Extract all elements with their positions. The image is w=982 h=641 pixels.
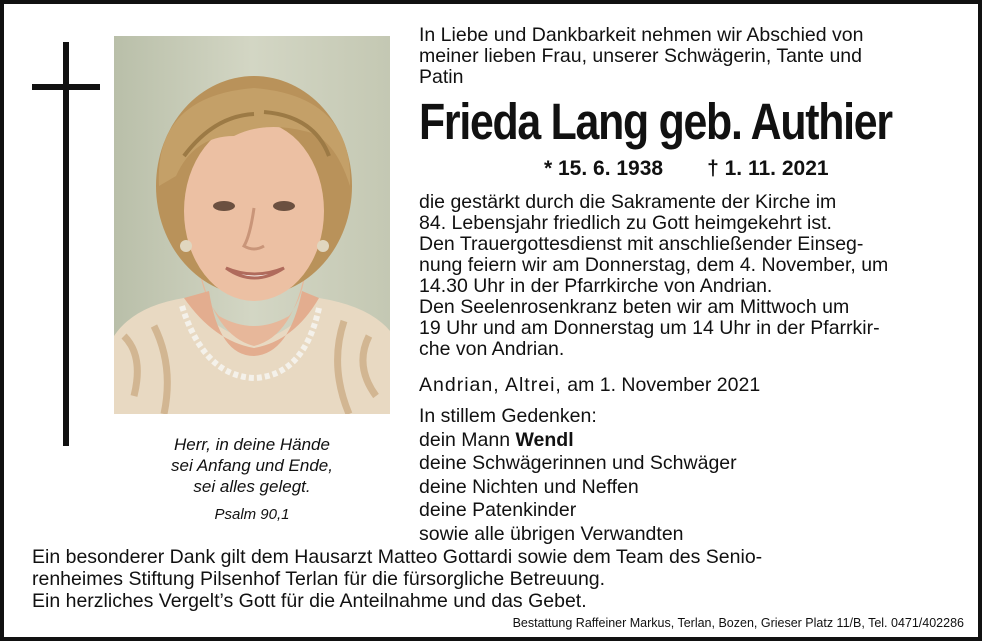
mourner-husband — [419, 429, 737, 453]
funeral-home-footer: Bestattung Raffeiner Markus, Terlan, Bozen, Grieser Platz 11/B, Tel. 0471/402286 — [512, 616, 964, 630]
place-date — [419, 374, 760, 397]
cross-icon — [63, 42, 69, 446]
mourner-line: deine Nichten und Neffen — [419, 475, 639, 498]
body-line: 14.30 Uhr in der Pfarrkirche von Andrian. — [419, 275, 773, 297]
thanks-line: Ein herzliches Vergelt’s Gott für die Anteilnahme und das Gebet. — [32, 590, 587, 612]
life-dates — [544, 157, 829, 181]
cross-icon-bar — [32, 84, 100, 90]
portrait-photo — [114, 36, 390, 414]
psalm-line: sei Anfang und Ende, — [171, 456, 333, 475]
mourner-line: deine Patenkinder — [419, 499, 577, 521]
mourners-heading: In stillem Gedenken: — [419, 405, 597, 427]
body-line: Den Trauergottesdienst mit anschließender Einseg- — [419, 233, 864, 255]
mourner-line: deine Schwägerinnen und Schwäger — [419, 452, 737, 474]
death-date: † 1. 11. 2021 — [707, 157, 829, 180]
intro-line: In Liebe und Dankbarkeit nehmen wir Abschied von — [419, 24, 864, 46]
intro-line: meiner lieben Frau, unserer Schwägerin, Tante und — [419, 45, 862, 67]
intro-line: Patin — [419, 66, 464, 88]
thanks-line: renheimes Stiftung Pilsenhof Terlan für die fürsorgliche Betreuung. — [32, 568, 606, 590]
psalm-quote — [114, 434, 390, 497]
portrait-illustration — [114, 36, 390, 414]
body-line: nung feiern wir am Donnerstag, dem 4. November, um — [419, 254, 889, 276]
birth-date: * 15. 6. 1938 — [544, 157, 664, 180]
deceased-name: Frieda Lang geb. Authier — [419, 93, 892, 150]
psalm-reference: Psalm 90,1 — [214, 506, 290, 523]
psalm-line: sei alles gelegt. — [193, 477, 311, 496]
body-line: che von Andrian. — [419, 338, 565, 360]
husband-name: Wendl — [515, 428, 574, 451]
thanks-text — [32, 546, 976, 612]
body-line: die gestärkt durch die Sakramente der Kirche im — [419, 191, 837, 213]
body-line: 19 Uhr und am Donnerstag um 14 Uhr in der Pfarrkir- — [419, 317, 880, 339]
date: am 1. November 2021 — [567, 374, 761, 396]
mourner-line: sowie alle übrigen Verwandten — [419, 522, 684, 545]
intro-text — [419, 25, 959, 88]
thanks-line: Ein besonderer Dank gilt dem Hausarzt Matteo Gottardi sowie dem Team des Senio- — [32, 546, 763, 568]
husband-prefix: dein Mann — [419, 428, 511, 451]
place: Andrian, Altrei, — [419, 374, 562, 396]
body-line: 84. Lebensjahr friedlich zu Gott heimgekehrt ist. — [419, 212, 832, 234]
notice-body — [419, 192, 959, 360]
body-line: Den Seelenrosenkranz beten wir am Mittwoch um — [419, 296, 850, 318]
mourners-list — [419, 405, 737, 546]
psalm-line: Herr, in deine Hände — [174, 435, 330, 454]
